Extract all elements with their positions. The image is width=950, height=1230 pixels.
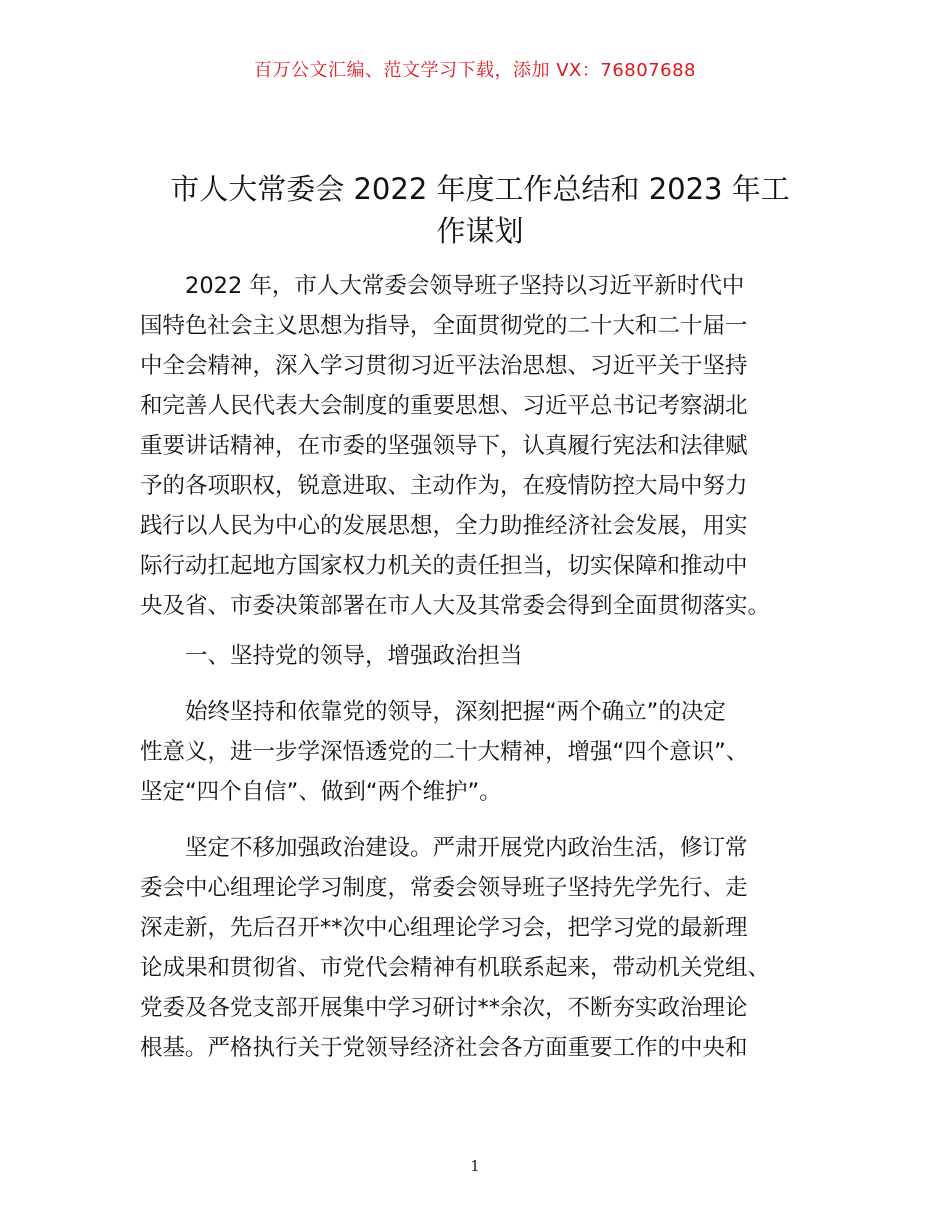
title-line-2: 作谋划 xyxy=(436,214,524,248)
paragraph-line: 2022 年，市人大常委会领导班子坚持以习近平新时代中 xyxy=(185,273,745,299)
page-number: 1 xyxy=(470,1157,480,1175)
paragraph-line: 国特色社会主义思想为指导，全面贯彻党的二十大和二十届一 xyxy=(140,313,748,339)
paragraph-political-building xyxy=(140,828,830,1068)
paragraph-line: 重要讲话精神，在市委的坚强领导下，认真履行宪法和法律赋 xyxy=(140,433,748,459)
paragraph-line: 根基。严格执行关于党领导经济社会各方面重要工作的中央和 xyxy=(140,1035,748,1061)
section-heading-text: 一、坚持党的领导，增强政治担当 xyxy=(185,643,523,669)
paragraph-line: 始终坚持和依靠党的领导，深刻把握“两个确立”的决定 xyxy=(185,699,726,725)
title-line-1: 市人大常委会 2022 年度工作总结和 2023 年工 xyxy=(170,172,790,206)
watermark-header: 百万公文汇编、范文学习下载，添加 VX：76807688 xyxy=(254,60,696,81)
paragraph-line: 论成果和贯彻省、市党代会精神有机联系起来，带动机关党组、 xyxy=(140,955,771,981)
paragraph-line: 委会中心组理论学习制度，常委会领导班子坚持先学先行、走 xyxy=(140,875,748,901)
paragraph-line: 和完善人民代表大会制度的重要思想、习近平总书记考察湖北 xyxy=(140,393,748,419)
paragraph-line: 党委及各党支部开展集中学习研讨**余次，不断夯实政治理论 xyxy=(140,995,748,1021)
document-body xyxy=(140,266,830,1068)
paragraph-line: 际行动扛起地方国家权力机关的责任担当，切实保障和推动中 xyxy=(140,553,748,579)
paragraph-line: 中全会精神，深入学习贯彻习近平法治思想、习近平关于坚持 xyxy=(140,353,748,379)
paragraph-line: 央及省、市委决策部署在市人大及其常委会得到全面贯彻落实。 xyxy=(140,593,771,619)
paragraph-line: 坚定“四个自信”、做到“两个维护”。 xyxy=(140,779,502,805)
paragraph-line: 予的各项职权，锐意进取、主动作为，在疫情防控大局中努力 xyxy=(140,473,748,499)
paragraph-line: 践行以人民为中心的发展思想，全力助推经济社会发展，用实 xyxy=(140,513,748,539)
paragraph-line: 坚定不移加强政治建设。严肃开展党内政治生活，修订常 xyxy=(185,835,748,861)
paragraph-intro xyxy=(140,266,830,626)
paragraph-line: 深走新，先后召开**次中心组理论学习会，把学习党的最新理 xyxy=(140,915,748,941)
paragraph-line: 性意义，进一步学深悟透党的二十大精神，增强“四个意识”、 xyxy=(140,739,749,765)
document-title xyxy=(140,168,820,252)
section-heading-1 xyxy=(140,636,830,676)
paragraph-leadership xyxy=(140,692,830,812)
